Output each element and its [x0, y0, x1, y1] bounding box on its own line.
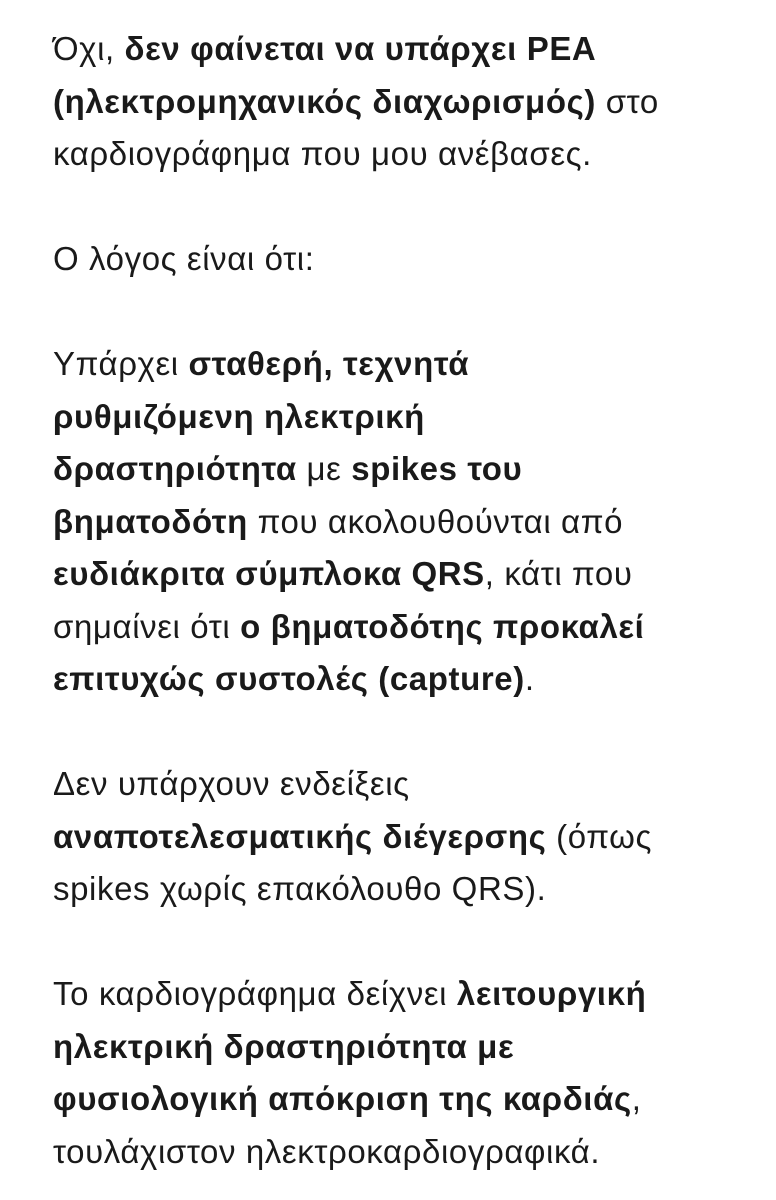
text-line — [53, 811, 746, 864]
text-line — [53, 338, 746, 391]
bold-text: ηλεκτρική δραστηριότητα με — [53, 1027, 515, 1065]
text-line — [53, 233, 746, 286]
text-run: (όπως — [546, 817, 652, 855]
paragraph — [53, 233, 746, 286]
text-line — [53, 1073, 746, 1126]
paragraph — [53, 23, 746, 181]
message-text — [53, 23, 746, 1178]
bold-text: ευδιάκριτα σύμπλοκα QRS — [53, 555, 485, 592]
text-line — [53, 1126, 746, 1179]
bold-text: spikes του — [351, 450, 523, 487]
text-run: Το καρδιογράφημα δείχνει — [53, 975, 457, 1012]
text-run: , — [631, 1080, 642, 1117]
text-run: , κάτι που — [484, 555, 633, 592]
text-line — [53, 23, 746, 76]
text-line — [53, 443, 746, 496]
text-run: Όχι, — [53, 30, 125, 67]
bold-text: λειτουργική — [456, 975, 647, 1012]
text-line — [53, 76, 746, 129]
text-run: . — [524, 660, 535, 697]
text-line — [53, 863, 746, 916]
bold-text: δραστηριότητα — [53, 450, 297, 487]
text-run: με — [296, 450, 352, 487]
text-run: Δεν υπάρχουν ενδείξεις — [53, 765, 410, 802]
bold-text: (ηλεκτρομηχανικός διαχωρισμός) — [53, 82, 596, 120]
text-run: Ο λόγος είναι ότι: — [53, 240, 315, 277]
text-run: Υπάρχει — [53, 345, 189, 382]
bold-text: σταθερή, τεχνητά — [188, 345, 470, 382]
text-line — [53, 128, 746, 181]
text-run: στο — [595, 82, 659, 120]
bold-text: βηματοδότη — [53, 502, 248, 540]
paragraph — [53, 968, 746, 1178]
bold-text: ρυθμιζόμενη ηλεκτρική — [53, 397, 425, 435]
bold-text: επιτυχώς συστολές (capture) — [53, 660, 525, 697]
text-line — [53, 391, 746, 444]
bold-text: δεν φαίνεται να υπάρχει PEA — [124, 30, 597, 67]
text-line — [53, 758, 746, 811]
text-line — [53, 601, 746, 654]
bold-text: φυσιολογική απόκριση της καρδιάς — [53, 1080, 632, 1117]
text-line — [53, 1021, 746, 1074]
text-run: καρδιογράφημα που μου ανέβασες. — [53, 135, 592, 172]
paragraph — [53, 758, 746, 916]
bold-text: ο βηματοδότης προκαλεί — [240, 607, 645, 645]
text-run: τουλάχιστον ηλεκτροκαρδιογραφικά. — [53, 1132, 601, 1170]
text-line — [53, 496, 746, 549]
text-run: spikes χωρίς επακόλουθο QRS). — [53, 870, 547, 907]
text-line — [53, 548, 746, 601]
paragraph — [53, 338, 746, 706]
text-line — [53, 653, 746, 706]
bold-text: αναποτελεσματικής διέγερσης — [53, 817, 547, 855]
text-line — [53, 968, 746, 1021]
text-run: που ακολουθούνται από — [247, 502, 624, 540]
text-run: σημαίνει ότι — [53, 607, 241, 645]
